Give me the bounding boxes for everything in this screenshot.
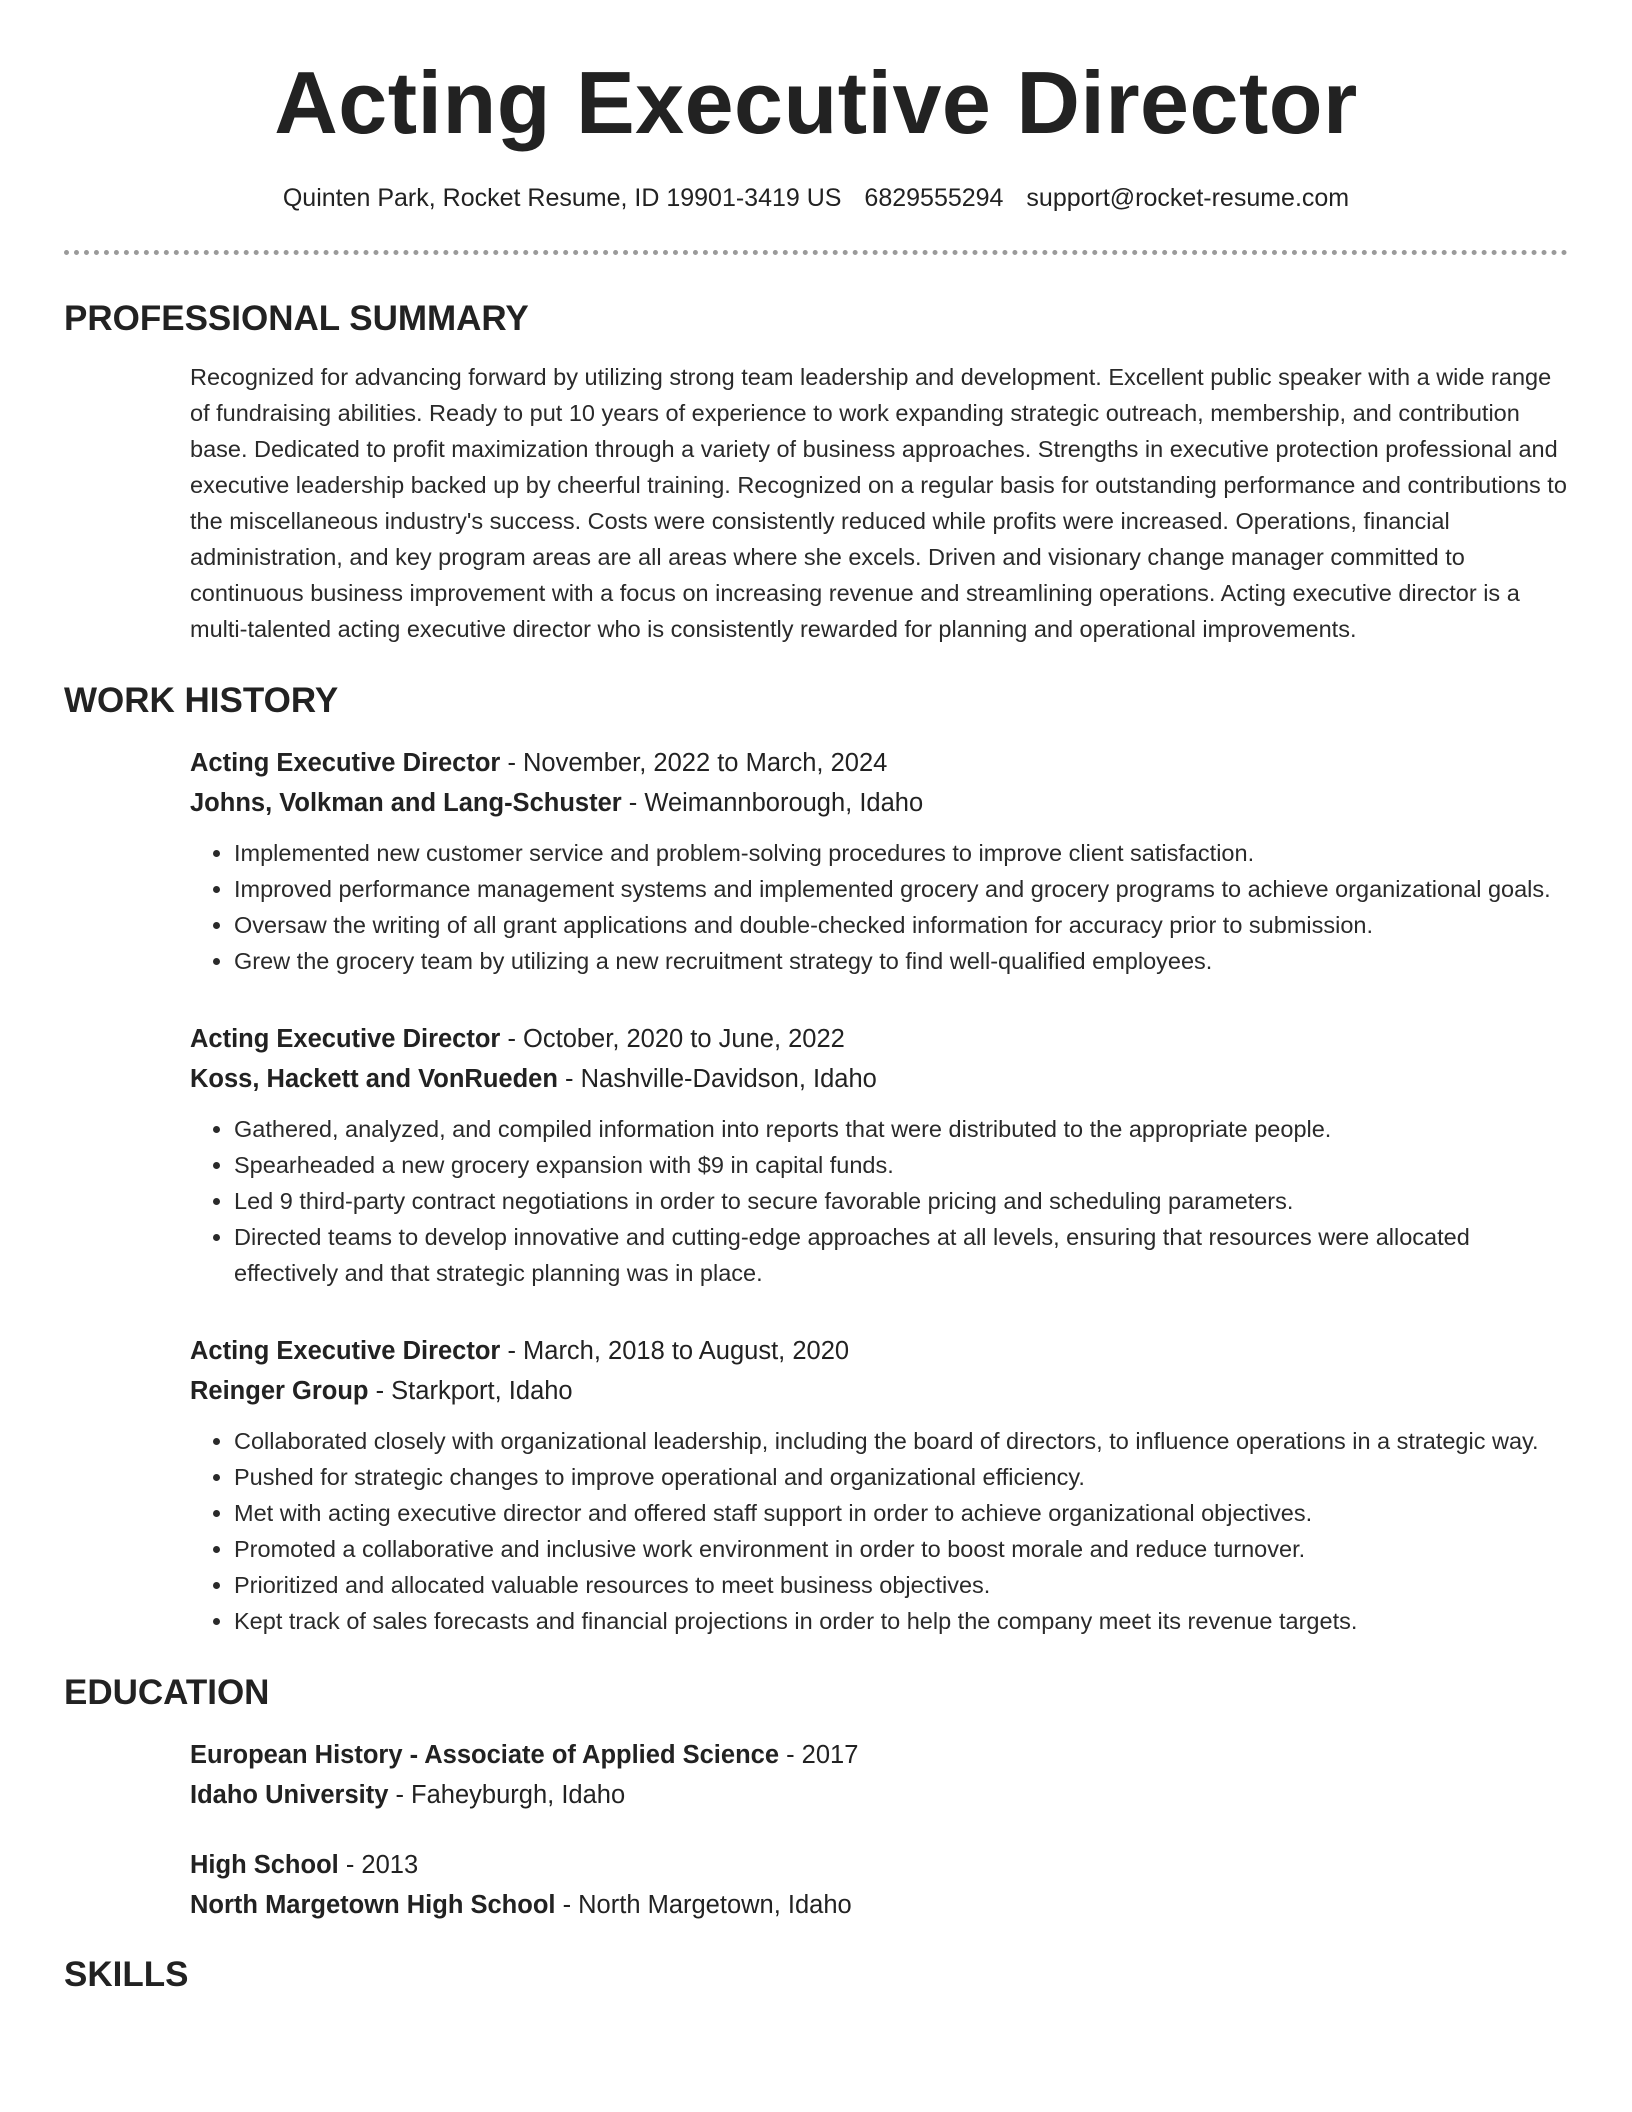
list-item: • Led 9 third-party contract negotiations in order to secure favorable pricing and scheduling parameters.: [234, 1183, 1568, 1219]
job-location: - Starkport, Idaho: [368, 1377, 573, 1405]
job-location: - Nashville-Davidson, Idaho: [557, 1065, 877, 1093]
job-company-line: [190, 1371, 1568, 1411]
list-item: • Promoted a collaborative and inclusive work environment in order to boost morale and reduce turnover.: [234, 1531, 1568, 1567]
job-dates: - March, 2018 to August, 2020: [500, 1337, 850, 1365]
job-bullets: [190, 1111, 1568, 1291]
education-entry: [190, 1845, 1568, 1925]
list-item: • Directed teams to develop innovative and cutting-edge approaches at all levels, ensuring that resources were allocated effectively and that strategic planning was in place.: [234, 1219, 1568, 1291]
education-school-line: [190, 1885, 1568, 1925]
education-section: [64, 1673, 1568, 1925]
job-company-line: [190, 1059, 1568, 1099]
education-entry: [190, 1735, 1568, 1815]
list-item: • Prioritized and allocated valuable resources to meet business objectives.: [234, 1567, 1568, 1603]
job-company: Reinger Group: [190, 1377, 369, 1405]
list-item: • Grew the grocery team by utilizing a new recruitment strategy to find well-qualified employees.: [234, 943, 1568, 979]
job-company-line: [190, 783, 1568, 823]
job-location: - Weimannborough, Idaho: [621, 789, 924, 817]
work-history-heading: WORK HISTORY: [64, 681, 339, 720]
list-item: • Kept track of sales forecasts and financial projections in order to help the company meet its revenue targets.: [234, 1603, 1568, 1639]
list-item: • Met with acting executive director and offered staff support in order to achieve organizational objectives.: [234, 1495, 1568, 1531]
education-degree: European History - Associate of Applied Science: [190, 1741, 780, 1769]
job-dates: - October, 2020 to June, 2022: [500, 1025, 845, 1053]
list-item: • Implemented new customer service and problem-solving procedures to improve client satisfaction.: [234, 835, 1568, 871]
education-degree: High School: [190, 1851, 339, 1879]
job-title-line: [190, 743, 1568, 783]
education-year: - 2013: [338, 1851, 419, 1879]
list-item: • Improved performance management systems and implemented grocery and grocery programs to achieve organizational goals.: [234, 871, 1568, 907]
education-location: - North Margetown, Idaho: [555, 1891, 852, 1919]
job-bullets: [190, 835, 1568, 979]
list-item: • Oversaw the writing of all grant applications and double-checked information for accuracy prior to submission.: [234, 907, 1568, 943]
page-title: Acting Executive Director: [274, 53, 1358, 152]
job-role: Acting Executive Director: [190, 1025, 501, 1053]
education-year: - 2017: [779, 1741, 859, 1769]
education-school: North Margetown High School: [190, 1891, 556, 1919]
contact-email: support@rocket-resume.com: [1026, 184, 1350, 212]
summary-heading: PROFESSIONAL SUMMARY: [64, 299, 529, 338]
job-title-line: [190, 1331, 1568, 1371]
job-entry: [190, 743, 1568, 979]
list-item: • Pushed for strategic changes to improve operational and organizational efficiency.: [234, 1459, 1568, 1495]
education-heading: EDUCATION: [64, 1673, 270, 1712]
job-title-line: [190, 1019, 1568, 1059]
education-school-line: [190, 1775, 1568, 1815]
education-degree-line: [190, 1845, 1568, 1885]
job-bullets: [190, 1423, 1568, 1639]
contact-address: Quinten Park, Rocket Resume, ID 19901-3419 US: [282, 184, 842, 212]
job-company: Koss, Hackett and VonRueden: [190, 1065, 558, 1093]
contact-phone: 6829555294: [864, 184, 1004, 212]
header-divider: [64, 250, 1568, 255]
job-role: Acting Executive Director: [190, 749, 501, 777]
resume-page: [64, 0, 1568, 1995]
list-item: • Spearheaded a new grocery expansion with $9 in capital funds.: [234, 1147, 1568, 1183]
education-school: Idaho University: [190, 1781, 389, 1809]
work-history-section: [64, 681, 1568, 1639]
list-item: • Gathered, analyzed, and compiled information into reports that were distributed to the appropriate people.: [234, 1111, 1568, 1147]
job-company: Johns, Volkman and Lang-Schuster: [190, 789, 622, 817]
contact-line: [64, 182, 1568, 214]
summary-text: Recognized for advancing forward by utilizing strong team leadership and development. Excellent public speaker with a wide range of fundraising abilities. Ready to put 10 years of experience to work expanding strategic outreach, membership, and contribution base. Dedicated to profit maximization through a variety of business approaches. Strengths in executive protection professional and executive leadership backed up by cheerful training. Recognized on a regular basis for outstanding performance and contributions to the miscellaneous industry's success. Costs were consistently reduced while profits were increased. Operations, financial administration, and key program areas are all areas where she excels. Driven and visionary change manager committed to continuous business improvement with a focus on increasing revenue and streamlining operations. Acting executive director is a multi-talented acting executive director who is consistently rewarded for planning and operational improvements.: [190, 364, 1567, 642]
education-location: - Faheyburgh, Idaho: [388, 1781, 626, 1809]
job-role: Acting Executive Director: [190, 1337, 501, 1365]
job-entry: [190, 1331, 1568, 1639]
skills-heading: SKILLS: [64, 1955, 189, 1994]
education-degree-line: [190, 1735, 1568, 1775]
list-item: • Collaborated closely with organizational leadership, including the board of directors, to influence operations in a strategic way.: [234, 1423, 1568, 1459]
job-entry: [190, 1019, 1568, 1291]
summary-section: [64, 299, 1568, 647]
job-dates: - November, 2022 to March, 2024: [500, 749, 888, 777]
skills-section: [64, 1955, 1568, 1995]
